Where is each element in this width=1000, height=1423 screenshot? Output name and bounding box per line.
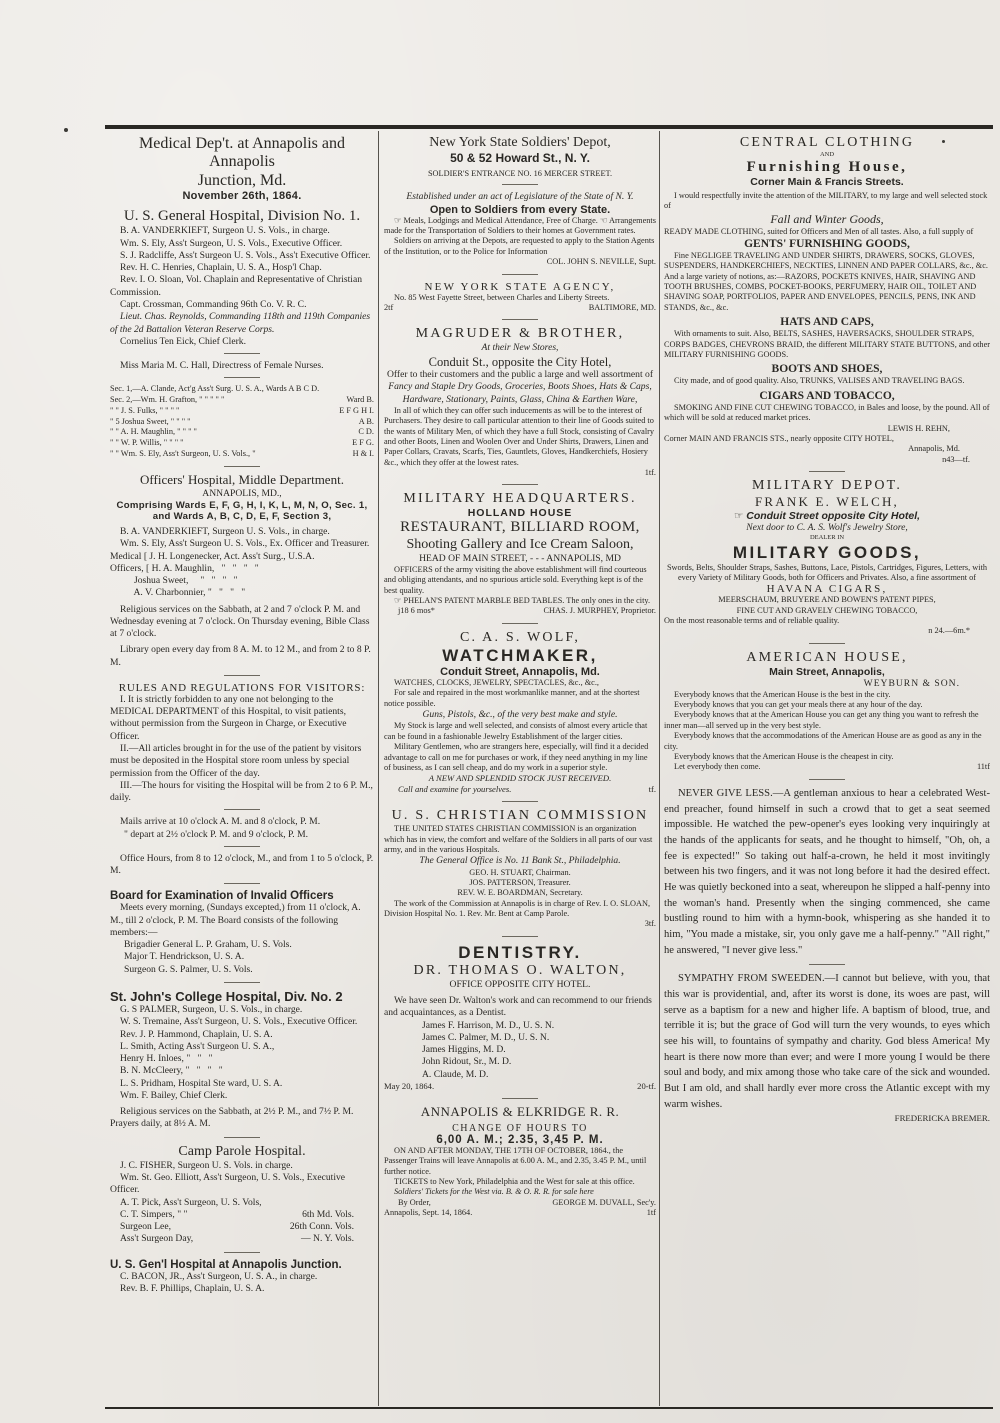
wolf-body: My Stock is large and well selected, and consists of almost every article that can be found in a fashionable Jewelry Establishment of the larger cities. xyxy=(384,721,648,741)
wolf-street: Conduit Street, Annapolis, Md. xyxy=(440,666,600,679)
magruder-title: MAGRUDER & BROTHER, xyxy=(415,326,625,342)
divider xyxy=(809,964,845,965)
clothing-bootsbody: City made, and of good quality. Also, TRUNKS, VALISES AND TRAVELING BAGS. xyxy=(674,376,965,386)
ward-row: " " A. H. Maughlin, " " " " C D. xyxy=(110,427,374,437)
ny-state-agency xyxy=(384,281,656,314)
officers-charge: B. A. VANDERKIEFT, Surgeon U. S. Vols., in charge. xyxy=(120,526,330,538)
bottom-rule xyxy=(105,1407,993,1409)
mhq-footer: j18 6 mos* CHAS. J. MURPHEY, Proprietor. xyxy=(398,606,656,616)
magruder-sub: At their New Stores, xyxy=(481,342,559,354)
christian-name: GEO. H. STUART, Chairman. xyxy=(469,867,571,877)
ny-agency-footer: 2tf BALTIMORE, MD. xyxy=(384,302,656,312)
wolf-name: C. A. S. WOLF, xyxy=(459,630,581,646)
staff-line: Rev. I. O. Sloan, Vol. Chaplain and Representative of Christian Commission. xyxy=(110,274,363,298)
dentistry-ref: John Ridout, Sr., M. D. xyxy=(422,1056,512,1068)
clothing-address: Corner MAIN AND FRANCIS STS., nearly opposite CITY HOTEL, xyxy=(664,434,894,444)
dentistry-name: DR. THOMAS O. WALTON, xyxy=(413,962,627,978)
depot-tobacco: FINE CUT AND GRAVELY CHEWING TOBACCO, xyxy=(736,605,918,615)
officers-place: ANNAPOLIS, MD., xyxy=(202,487,282,499)
ny-depot-open: Open to Soldiers from every State. xyxy=(429,203,611,216)
sympathy-signature: FREDERICKA BREMER. xyxy=(894,1113,990,1124)
divider xyxy=(224,883,260,884)
visitor-rules xyxy=(110,682,374,877)
board-examination xyxy=(110,890,374,976)
officers-exec: Wm. S. Ely, Ass't Surgeon U. S. Vols., Ex. Officer and Treasurer. xyxy=(120,538,370,550)
never-give-less-story xyxy=(664,786,990,958)
divider xyxy=(502,274,538,275)
clothing-title-2: Furnishing House, xyxy=(746,159,908,176)
board-member: Brigadier General L. P. Graham, U. S. Vols. xyxy=(124,939,292,951)
american-owner: WEYBURN & SON. xyxy=(863,677,960,689)
staff-line: Capt. Crossman, Commanding 96th Co. V. R. C. xyxy=(120,299,307,311)
camp-title: Camp Parole Hospital. xyxy=(178,1143,306,1159)
clothing-invite: I would respectfully invite the attention of the MILITARY, to my large and well selected stock of xyxy=(664,191,988,211)
staff-line: Wm. St. Geo. Elliott, Ass't Surgeon, U. S. Vols., Executive Officer. xyxy=(110,1172,346,1196)
christian-body: THE UNITED STATES CHRISTIAN COMMISSION is an organization which has in view, the comfort and welfare of the Soldiers in all parts of our vast army, and in the various Hospitals. xyxy=(384,824,653,854)
railroad-order: By Order, GEORGE M. DUVALL, Sec'y. xyxy=(398,1197,656,1207)
depot-street: ☞ Conduit Street opposite City Hotel, xyxy=(733,510,921,523)
mhq-body: OFFICERS of the army visiting the above establishment will find courteous and obliging attendants, and no spurious article sold. Everything kept is of the best quality. xyxy=(384,565,647,595)
medical-officer-line: Officers, [ H. A. Maughlin, " " " " xyxy=(110,562,259,574)
rule-3: III.—The hours for visiting the Hospital will be from 2 to 6 P. M., daily. xyxy=(110,779,373,804)
divider xyxy=(502,801,538,802)
wolf-title: WATCHMAKER, xyxy=(442,646,598,666)
story-body: —A gentleman anxious to hear a celebrated West-end preacher, found himself in such a crowd that to get a seat seemed impossible. He watched the pew-opener's eyes looking very inquiringly at the hands of the applicants for seats, and he thought to himself, "Oh, oh, a fee is expected!" So taking out half-a-crown, he held it most invitingly between his two fingers, and it was not long before it had the desired effect. He was quietly beckoned into a seat, whereupon he slipped a half-penny into the woman's hand. Presently when the singing commenced, she came bustling round to him with a hymn-book, whispering as she handed it to him, "You made a mistake, sir, you only gave me a half-penny." "All right," he answered, "I never give less." xyxy=(664,787,990,956)
staff-line: Wm. S. Ely, Ass't Surgeon, U. S. Vols., Executive Officer. xyxy=(120,237,343,249)
christian-work: The work of the Commission at Annapolis is in charge of Rev. I. O. SLOAN, Division Hospital No. 1. Rev. Mr. Bent at Camp Parole. xyxy=(384,898,651,919)
staff-line: C. BACON, JR., Ass't Surgeon, U. S. A., in charge. xyxy=(120,1270,318,1282)
staff-line: B. A. VANDERKIEFT, Surgeon U. S. Vols., in charge. xyxy=(120,225,330,237)
railroad-times: 6,00 A. M.; 2.35, 3,45 P. M. xyxy=(436,1133,604,1146)
christian-tag: 3tf. xyxy=(644,919,656,929)
dentistry-ad xyxy=(384,943,656,1092)
staff-line: Henry H. Inloes, " " " xyxy=(120,1053,213,1065)
divider xyxy=(502,1098,538,1099)
ny-depot-text: Soldiers on arriving at the Depots, are requested to apply to the Station Agents of the Institution, or to the Police for Information xyxy=(384,236,655,256)
top-rule xyxy=(105,125,993,129)
mhq-pool: ☞ PHELAN'S PATENT MARBLE BED TABLES. The only ones in the city. xyxy=(394,596,651,606)
medical-dept-notice xyxy=(110,135,374,202)
christian-name: REV. W. E. BOARDMAN, Secretary. xyxy=(457,888,583,898)
divider xyxy=(224,809,260,810)
div1-title: U. S. General Hospital, Division No. 1. xyxy=(123,208,361,225)
ny-agency-address: No. 85 West Fayette Street, between Charles and Liberty Streets. xyxy=(394,292,610,302)
central-clothing xyxy=(664,135,990,465)
divider xyxy=(224,1252,260,1253)
office-hours: Office Hours, from 8 to 12 o'clock, M., and from 1 to 5 o'clock, P. M. xyxy=(110,852,374,877)
clothing-signature: LEWIS H. REHN, xyxy=(887,423,950,433)
ward-row: " " J. S. Fulks, " " " " E F G H I. xyxy=(110,405,374,415)
clothing-boots: BOOTS AND SHOES, xyxy=(771,363,883,376)
clothing-hatsbody: With ornaments to suit. Also, BELTS, SASHES, HAVERSACKS, SHOULDER STRAPS, CORPS BADGES, CHEVRONS BRAID, the different MILITARY STATE BUTTONS, and other MILITARY FURNISHING GOODS. xyxy=(664,329,990,359)
divider xyxy=(809,471,845,472)
library-hours: Library open every day from 8 A. M. to 12 M., and from 2 to 8 P. M. xyxy=(110,644,371,668)
ny-depot-title: New York State Soldiers' Depot, xyxy=(429,135,611,150)
magruder-goods: Fancy and Staple Dry Goods, Groceries, Boots Shoes, Hats & Caps, Hardware, Stationary, Paints, Glass, China & Earthen Ware, xyxy=(388,381,652,405)
camp-parole-hospital xyxy=(110,1144,374,1246)
sympathy-lead: SYMPATHY FROM SWEEDEN. xyxy=(678,973,825,985)
dentistry-body: We have seen Dr. Walton's work and can recommend to our friends and acquaintances, as a Dentist. xyxy=(384,995,652,1019)
clothing-city: Annapolis, Md. xyxy=(908,444,960,454)
mhq-head2: Shooting Gallery and Ice Cream Saloon, xyxy=(406,536,634,552)
religious-services: Religious services on the Sabbath, at 2 and 7 o'clock P. M. and Wednesday evening at 7 o'clock. On Thursday evening, Bible Class at 7 o'clock. xyxy=(110,603,370,640)
staff-line: L. Smith, Acting Ass't Surgeon U. S. A., xyxy=(120,1040,275,1052)
medical-officer-line: Medical [ J. H. Longenecker, Act. Ass't Surg., U.S.A. xyxy=(110,550,315,562)
staff-line: Rev. B. F. Phillips, Chaplain, U. S. A. xyxy=(120,1282,265,1294)
ny-depot-entrance: SOLDIER'S ENTRANCE NO. 16 MERCER STREET. xyxy=(427,169,613,179)
officers-hospital xyxy=(110,473,374,669)
divider xyxy=(502,184,538,185)
ny-depot-established: Established under an act of Legislature of the State of N. Y. xyxy=(406,191,634,203)
divider xyxy=(502,484,538,485)
clothing-ready: READY MADE CLOTHING, suited for Officers and Men of all tastes. Also, a full supply of xyxy=(664,227,974,237)
ny-depot-address: 50 & 52 Howard St., N. Y. xyxy=(450,151,590,166)
st-johns-religious: Religious services on the Sabbath, at 2½ P. M., and 7½ P. M. Prayers daily, at 8½ A. M. xyxy=(110,1106,354,1130)
depot-body: Swords, Belts, Shoulder Straps, Sashes, Buttons, Lace, Pistols, Cartridges, Figures, Letters, with every Variety of Military Goods, both for Officers and Privates. Also, a fine assortment of xyxy=(666,562,988,582)
ny-depot-signature: COL. JOHN S. NEVILLE, Supt. xyxy=(546,257,656,267)
divider xyxy=(224,377,260,378)
column-rule-2 xyxy=(659,131,660,1406)
column-right xyxy=(664,135,990,1403)
ny-soldiers-depot xyxy=(384,135,656,268)
divider xyxy=(502,623,538,624)
railroad-soldiers: Soldiers' Tickets for the West via. B. & O. R. R. for sale here xyxy=(394,1187,594,1197)
american-house xyxy=(664,650,990,773)
divider xyxy=(224,353,260,354)
staff-line: J. C. FISHER, Surgeon U. S. Vols. in charge. xyxy=(120,1159,293,1171)
american-line: Everybody knows that at the American House you can get any thing you want to refresh the inner man—all served up in the very best style. xyxy=(664,710,979,730)
medical-officer-line: Joshua Sweet, " " " " xyxy=(110,575,238,587)
rule-2: II.—All articles brought in for the use of the patient by visitors must be deposited in the Hospital store room unless by special permission from the Officer of the day. xyxy=(110,743,362,779)
staff-line: A. T. Pick, Ass't Surgeon, U. S. Vols, xyxy=(120,1196,262,1208)
divider xyxy=(224,846,260,847)
medical-dept-heading-2: Junction, Md. xyxy=(197,171,287,189)
magruder-offer: Offer to their customers and the public a large and well assortment of xyxy=(386,369,654,381)
ink-spot xyxy=(64,128,68,132)
dentistry-ref: James C. Palmer, M. D., U. S. N. xyxy=(422,1031,550,1043)
divider xyxy=(224,466,260,467)
officers-wards: Comprising Wards E, F, G, H, I, K, L, M, N, O, Sec. 1, and Wards A, B, C, D, E, F, Section 3, xyxy=(116,500,368,523)
ward-row: Sec. 1,—A. Clande, Act'g Ass't Surg. U. S. A., Wards A B C D. xyxy=(110,384,320,394)
mhq-sub: HOLLAND HOUSE xyxy=(467,507,573,520)
clothing-and: AND xyxy=(819,151,835,158)
camp-row: C. T. Simpers, " " 6th Md. Vols. xyxy=(120,1208,354,1220)
dentistry-ref: James F. Harrison, M. D., U. S. N. xyxy=(422,1019,555,1031)
magruder-head: Conduit St., opposite the City Hotel, xyxy=(428,354,612,369)
depot-goods: MILITARY GOODS, xyxy=(732,542,922,562)
railroad-tickets: TICKETS to New York, Philadelphia and the West for sale at this office. xyxy=(394,1176,635,1186)
st-johns-title: St. John's College Hospital, Div. No. 2 xyxy=(110,988,343,1004)
sympathy-body: —I cannot but believe, with you, that this war is providential, and, after its worst is done, its woes are past, will serve as a baptism for a new and higher life. A baptism of blood, true, and terrible it is; but the grace of God will turn the very wounds, to eyes which see his will, to fountains of sympathy and charity. God bless America! My heart is there now more than ever; and were I more young I would be there soul and body, and mix among those who take care of the sick and wounded. But I am old, and shall hardly ever more cross the Atlantic except with my warm wishes. xyxy=(664,973,990,1110)
dentistry-ref: A. Claude, M. D. xyxy=(422,1068,489,1080)
staff-line: Cornelius Ten Eick, Chief Clerk. xyxy=(120,335,246,347)
depot-pipes: MEERSCHAUM, BRUYERE AND BOWEN'S PATENT PIPES, xyxy=(718,595,936,605)
medical-dept-heading: Medical Dep't. at Annapolis and Annapolis xyxy=(139,135,345,171)
rule-1: I. It is strictly forbidden to any one not belonging to the MEDICAL DEPARTMENT of this Hospital, to visit patients, without permission from the Surgeon in Charge, or Executive Officer. xyxy=(110,693,347,742)
camp-row: Surgeon Lee, 26th Conn. Vols. xyxy=(120,1221,354,1233)
depot-next: Next door to C. A. S. Wolf's Jewelry Store, xyxy=(746,522,908,534)
story-lead: NEVER GIVE LESS. xyxy=(678,787,773,799)
staff-line: S. J. Radcliffe, Ass't Surgeon U. S. Vols., Ass't Executive Officer. xyxy=(120,249,371,261)
depot-title: MILITARY DEPOT. xyxy=(751,478,903,494)
st-johns-hospital xyxy=(110,989,374,1131)
wolf-new: A NEW AND SPLENDID STOCK JUST RECEIVED. xyxy=(428,773,612,784)
staff-line: Rev. J. P. Hammond, Chaplain, U. S. A. xyxy=(120,1028,273,1040)
board-text: Meets every morning, (Sundays excepted,) from 11 o'clock, A. M., till 2 o'clock, P. M. The Board consists of the following members:— xyxy=(110,902,361,938)
railroad-body: ON AND AFTER MONDAY, THE 17TH OF OCTOBER, 1864., the Passenger Trains will leave Annapolis at 6.00 A. M., and 2.35, 3.45 P. M., until further notice. xyxy=(384,1145,647,1176)
medical-dept-date: November 26th, 1864. xyxy=(182,190,302,203)
divider xyxy=(224,675,260,676)
railroad-ad xyxy=(384,1105,656,1219)
clothing-cigars: CIGARS AND TOBACCO, xyxy=(759,389,895,402)
ward-row: " " Wm. S. Ely, Ass't Surgeon, U. S. Vols., " H & I. xyxy=(110,449,374,459)
christian-commission xyxy=(384,808,656,930)
divider xyxy=(224,1137,260,1138)
divider xyxy=(224,982,260,983)
staff-line: L. S. Pridham, Hospital Ste ward, U. S. A. xyxy=(120,1077,283,1089)
dentistry-title: DENTISTRY. xyxy=(458,942,582,962)
dentistry-ref: James Higgins, M. D. xyxy=(422,1044,506,1056)
mhq-head: RESTAURANT, BILLIARD ROOM, xyxy=(400,519,640,536)
divider xyxy=(809,779,845,780)
staff-line: Wm. F. Bailey, Chief Clerk. xyxy=(120,1089,228,1101)
american-title: AMERICAN HOUSE, xyxy=(746,649,908,665)
board-member: Surgeon G. S. Palmer, U. S. Vols. xyxy=(124,963,253,975)
annapolis-junction-hospital xyxy=(110,1259,374,1296)
wolf-items: WATCHES, CLOCKS, JEWELRY, SPECTACLES, &c., &c., xyxy=(394,678,600,688)
rules-title: RULES AND REGULATIONS FOR VISITORS: xyxy=(118,681,366,694)
american-street: Main Street, Annapolis, xyxy=(769,665,885,678)
camp-row: Ass't Surgeon Day, — N. Y. Vols. xyxy=(120,1233,354,1245)
american-line: Everybody knows that you can get your meals there at any hour of the day. xyxy=(674,700,923,710)
depot-dealer: DEALER IN xyxy=(809,534,845,542)
nurses-line: Miss Maria M. C. Hall, Directress of Female Nurses. xyxy=(120,360,324,372)
board-member: Major T. Hendrickson, U. S. A. xyxy=(124,951,245,963)
magruder-tag: 1tf. xyxy=(644,468,656,478)
christian-title: U. S. CHRISTIAN COMMISSION xyxy=(391,808,649,824)
clothing-gents: GENTS' FURNISHING GOODS, xyxy=(744,237,910,250)
divider xyxy=(502,319,538,320)
divider xyxy=(502,936,538,937)
american-line: Everybody knows that the American House is the cheapest in city. xyxy=(674,751,894,761)
magruder-brother xyxy=(384,326,656,478)
ward-row: " " W. P. Willis, " " " " E F G. xyxy=(110,438,374,448)
american-line: Everybody knows that the American House is the best in the city. xyxy=(674,689,891,699)
ward-row: Sec. 2,—Wm. H. Grafton, " " " " " Ward B. xyxy=(110,395,374,405)
staff-line: Rev. H. C. Henries, Chaplain, U. S. A., Hosp'l Chap. xyxy=(120,262,322,274)
medical-officer-line: A. V. Charbonnier, " " " " xyxy=(110,587,246,599)
wolf-watchmaker xyxy=(384,630,656,795)
staff-line: G. S PALMER, Surgeon, U. S. Vols., in charge. xyxy=(120,1003,303,1015)
railroad-sub: CHANGE OF HOURS TO xyxy=(452,1122,588,1134)
clothing-hats: HATS AND CAPS, xyxy=(780,315,874,328)
christian-office: The General Office is No. 11 Bank St., Philadelphia. xyxy=(419,855,621,867)
mhq-title: MILITARY HEADQUARTERS. xyxy=(403,491,637,507)
wolf-guns: Guns, Pistols, &c., of the very best make and style. xyxy=(422,709,618,721)
mhq-place: HEAD OF MAIN STREET, - - - ANNAPOLIS, MD xyxy=(419,552,621,564)
mails-depart: " depart at 2½ o'clock P. M. and 9 o'clock, P. M. xyxy=(124,828,309,840)
military-depot xyxy=(664,478,990,637)
military-headquarters xyxy=(384,491,656,617)
mails-arrive: Mails arrive at 10 o'clock A. M. and 8 o'clock, P. M. xyxy=(120,816,321,828)
depot-havana: HAVANA CIGARS, xyxy=(766,583,888,596)
railroad-title: ANNAPOLIS & ELKRIDGE R. R. xyxy=(420,1103,620,1119)
depot-terms: On the most reasonable terms and of reliable quality. xyxy=(664,616,840,626)
clothing-corner: Corner Main & Francis Streets. xyxy=(750,176,904,189)
officers-title: Officers' Hospital, Middle Department. xyxy=(140,471,344,487)
christian-name: JOS. PATTERSON, Treasurer. xyxy=(469,877,571,887)
sympathy-from-sweden xyxy=(664,971,990,1125)
clothing-tag: n43—tf. xyxy=(942,454,970,464)
railroad-footer: Annapolis, Sept. 14, 1864. 1tf xyxy=(384,1208,656,1218)
clothing-fine: Fine NEGLIGEE TRAVELING AND UNDER SHIRTS, DRAWERS, SOCKS, GLOVES, SUSPENDERS, HANDKERCHIEFS, NECKTIES, LINNEN AND PAPER COLLARS, &c., &c. And a large variety of notions, as:—RAZORS, POCKETS KNIVES, HAIR, SHAVING AND TOOTH BRUSHES, COMBS, POCKET-BOOKS, PERFUMERY, HAIR OIL, TOILET AND SHAVING SOAP, PORTFOLIOS, PAPER AND ENVELOPES, PENCILS, PENS, INK AND STANDS, &c., &c. xyxy=(664,250,988,312)
depot-name: FRANK E. WELCH, xyxy=(755,494,899,510)
junction-title: U. S. Gen'l Hospital at Annapolis Junction. xyxy=(110,1258,342,1271)
column-left xyxy=(110,135,374,1403)
wolf-repair: For sale and repaired in the most workmanlike manner, and at the shortest notice possible. xyxy=(384,688,640,708)
wolf-body: Military Gentlemen, who are strangers here, especially, will find it a decided advantage to call on me for purchases or work, if they need anything in my line of business, as I can sell cheap, and do my work in a superior style. xyxy=(384,742,649,772)
ward-row: " 5 Joshua Sweet, " " " " A B. xyxy=(110,416,374,426)
wolf-footer: Call and examine for yourselves. tf. xyxy=(398,784,656,795)
clothing-fall: Fall and Winter Goods, xyxy=(770,211,884,226)
clothing-cigarsbody: SMOKING AND FINE CUT CHEWING TOBACCO, in Bales and loose, by the pound. All of which will be sold at reduced market prices. xyxy=(664,403,990,423)
staff-line: W. S. Tremaine, Ass't Surgeon, U. S. Vols., Executive Officer. xyxy=(120,1016,358,1028)
board-title: Board for Examination of Invalid Officers xyxy=(110,890,334,903)
divider xyxy=(809,643,845,644)
american-line: Everybody knows that the accommodations of the American House are as good as any in the city. xyxy=(664,731,982,751)
column-rule-1 xyxy=(378,131,379,1406)
american-footer: Let everybody then come. 11tf xyxy=(674,762,990,772)
magruder-body: In all of which they can offer such inducements as will be to the interest of Purchasers. They desire to call particular attention to their line of Goods suited to the wants of Military Men, of which they have a full Stock, consisting of Cavalry and other Boots, Linen and Woolen Over and Under Shirts, Drawers, Linen and Paper Collars, Cravats, Scarfs, Ties, Gauntlets, Gloves, Handkerchiefs, Hosiery &c., which they offer at the lowest rates. xyxy=(384,405,655,467)
staff-line: B. N. McCleery, " " " " xyxy=(120,1065,223,1077)
clothing-title: CENTRAL CLOTHING xyxy=(739,135,915,150)
general-hospital-div1 xyxy=(110,208,374,460)
column-middle xyxy=(384,135,656,1403)
staff-line: Lieut. Chas. Reynolds, Commanding 118th and 119th Companies of the 2d Battalion Veteran Reserve Corps. xyxy=(110,311,371,335)
dentistry-sub: OFFICE OPPOSITE CITY HOTEL. xyxy=(449,978,591,990)
dentistry-footer: May 20, 1864. 20-tf. xyxy=(384,1080,656,1091)
depot-tag: n 24.—6m.* xyxy=(928,626,970,636)
ny-agency-title: NEW YORK STATE AGENCY, xyxy=(424,280,616,293)
ny-depot-text: ☞ Meals, Lodgings and Medical Attendance, Free of Charge. ☜ Arrangements made for the Transportation of Soldiers to their homes at Government rates. xyxy=(384,215,656,236)
